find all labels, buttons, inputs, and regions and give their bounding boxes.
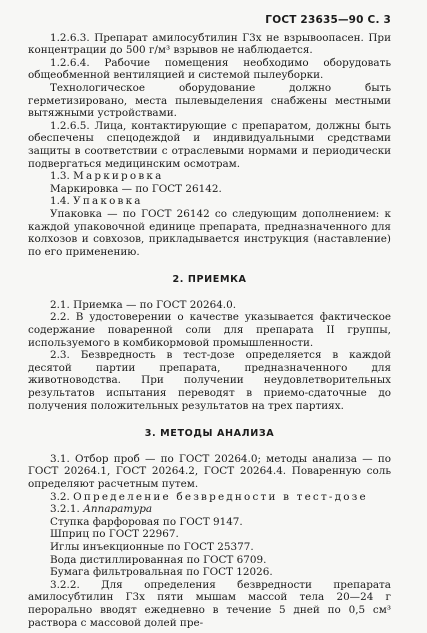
paragraph-technological-equipment: Технологическое оборудование должно быть герметизировано, места пылевыделения снабжены местными вытяжными устройствами. xyxy=(28,81,391,120)
subsection-title-marking: Маркировка xyxy=(73,170,164,183)
paragraph-1-2-6-4: 1.2.6.4. Рабочие помещения необходимо оборудовать общеобменной вентиляцией и системой пылеуборки. xyxy=(28,56,391,82)
paragraph-3-2-2: 3.2.2. Для определения безвредности препарата амилосубтилин Г3х пяти мышам массой тела 20—24 г перорально вводят ежедневно в течение 5 дней по 0,5 см³ раствора с массовой долей пре- xyxy=(28,578,391,629)
paragraph-packaging: Упаковка — по ГОСТ 26142 со следующим дополнением: к каждой упаковочной единице препарата, предназначенного для колхозов и совхозов, прикладывается инструкция (наставление) по его применению. xyxy=(28,207,391,258)
subsection-heading-1-4 xyxy=(28,195,391,208)
paragraph-1-2-6-3: 1.2.6.3. Препарат амилосубтилин Г3х не взрывоопасен. При концентрации до 500 г/м³ взрывов не наблюдается. xyxy=(28,31,391,57)
subsection-heading-1-3 xyxy=(28,170,391,183)
section-title-acceptance: 2. ПРИЕМКА xyxy=(172,274,247,286)
subsection-heading-3-2-1 xyxy=(28,503,391,516)
subsection-title-apparatus: Аппаратура xyxy=(83,503,153,516)
subsection-number: 3.2.1. xyxy=(50,503,80,516)
paragraph-2-2: 2.2. В удостоверении о качестве указывается фактическое содержание поваренной соли для препарата II группы, используемого в комбикормовой промышленности. xyxy=(28,311,391,349)
paragraph-2-3: 2.3. Безвредность в тест-дозе определяется в каждой десятой партии препарата, предназначенного для животноводства. При получении неудовлетворительных результатов испытания переводят в приемо-сдаточные до получения положительных результатов на трех партиях. xyxy=(28,349,391,412)
subsection-number: 1.3. xyxy=(50,170,70,183)
paragraph-3-1: 3.1. Отбор проб — по ГОСТ 20264.0; методы анализа — по ГОСТ 20264.1, ГОСТ 20264.2, ГОСТ 20264.4. Поваренную соль определяют расчетным путем. xyxy=(28,452,391,490)
subsection-number: 3.2. xyxy=(50,490,70,503)
paragraph-1-2-6-5: 1.2.6.5. Лица, контактирующие с препаратом, должны быть обеспечены спецодеждой и индивидуальными средствами защиты в соответствии с отраслевыми нормами и периодически подвергаться медицинским осмотрам. xyxy=(28,119,391,170)
section-title-analysis-methods: 3. МЕТОДЫ АНАЛИЗА xyxy=(144,428,275,440)
paragraph-2-1: 2.1. Приемка — по ГОСТ 20264.0. xyxy=(50,298,237,311)
apparatus-item: Бумага фильтровальная по ГОСТ 12026. xyxy=(50,566,273,579)
paragraph-marking: Маркировка — по ГОСТ 26142. xyxy=(50,182,222,195)
apparatus-item: Иглы инъекционные по ГОСТ 25377. xyxy=(50,540,254,553)
apparatus-item: Вода дистиллированная по ГОСТ 6709. xyxy=(50,553,267,566)
subsection-number: 1.4. xyxy=(50,195,70,208)
subsection-title-packaging: Упаковка xyxy=(73,195,143,208)
subsection-heading-3-2 xyxy=(28,491,391,504)
apparatus-item: Шприц по ГОСТ 22967. xyxy=(50,528,179,541)
page-header: ГОСТ 23635—90 С. 3 xyxy=(265,14,391,26)
subsection-title-harmlessness: Определение безвредности в тест-дозе xyxy=(73,490,368,503)
apparatus-item: Ступка фарфоровая по ГОСТ 9147. xyxy=(50,515,243,528)
